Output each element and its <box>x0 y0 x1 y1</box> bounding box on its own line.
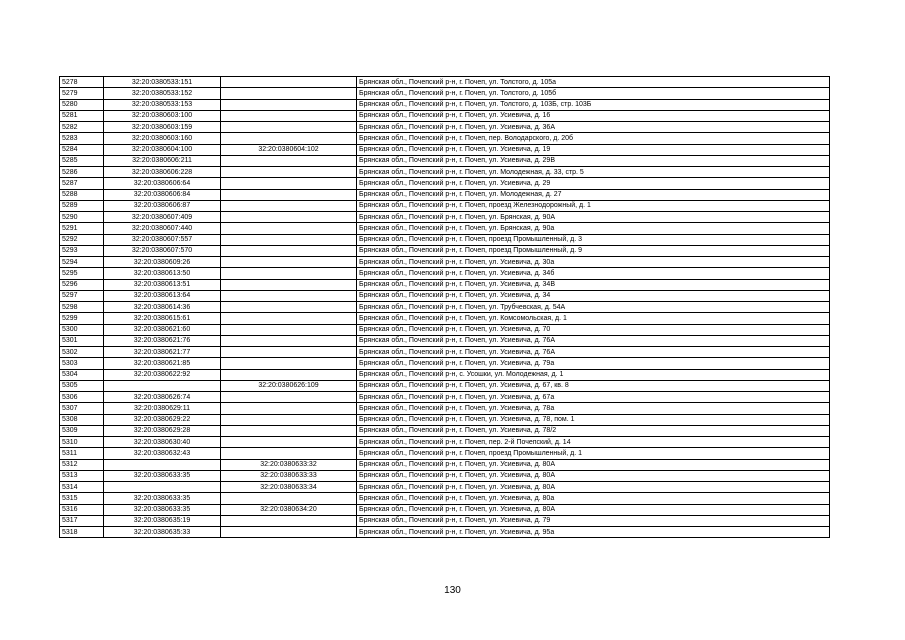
table-row <box>60 369 830 380</box>
related-cadastral-number-cell: 32:20:0380633:34 <box>221 482 357 493</box>
table-row <box>60 493 830 504</box>
related-cadastral-number-cell <box>221 403 357 414</box>
row-number-cell: 5300 <box>60 324 104 335</box>
row-number-cell: 5281 <box>60 110 104 121</box>
related-cadastral-number-cell <box>221 223 357 234</box>
row-number-cell: 5285 <box>60 155 104 166</box>
cadastral-number-cell: 32:20:0380621:85 <box>104 358 221 369</box>
cadastral-number-cell: 32:20:0380622:92 <box>104 369 221 380</box>
page-number: 130 <box>444 585 461 596</box>
related-cadastral-number-cell <box>221 515 357 526</box>
table-row <box>60 437 830 448</box>
row-number-cell: 5298 <box>60 302 104 313</box>
cadastral-number-cell: 32:20:0380533:153 <box>104 99 221 110</box>
cadastral-number-cell: 32:20:0380614:36 <box>104 302 221 313</box>
address-cell: Брянская обл., Почепский р-н, с. Усошки, ул. Молодежная, д. 1 <box>357 369 830 380</box>
address-cell: Брянская обл., Почепский р-н, г. Почеп, проезд Промышленный, д. 9 <box>357 245 830 256</box>
related-cadastral-number-cell <box>221 313 357 324</box>
related-cadastral-number-cell <box>221 437 357 448</box>
row-number-cell: 5278 <box>60 77 104 88</box>
cadastral-number-cell <box>104 459 221 470</box>
address-cell: Брянская обл., Почепский р-н, г. Почеп, ул. Усиевича, д. 78а <box>357 403 830 414</box>
cadastral-number-cell: 32:20:0380604:100 <box>104 144 221 155</box>
related-cadastral-number-cell <box>221 392 357 403</box>
cadastral-number-cell: 32:20:0380607:570 <box>104 245 221 256</box>
table-row <box>60 245 830 256</box>
cadastral-number-cell: 32:20:0380613:64 <box>104 290 221 301</box>
address-cell: Брянская обл., Почепский р-н, г. Почеп, ул. Усиевича, д. 67, кв. 8 <box>357 380 830 391</box>
table-row <box>60 189 830 200</box>
row-number-cell: 5312 <box>60 459 104 470</box>
related-cadastral-number-cell: 32:20:0380604:102 <box>221 144 357 155</box>
row-number-cell: 5315 <box>60 493 104 504</box>
cadastral-number-cell: 32:20:0380606:84 <box>104 189 221 200</box>
cadastral-number-cell: 32:20:0380635:33 <box>104 527 221 538</box>
cadastral-number-cell: 32:20:0380629:28 <box>104 425 221 436</box>
related-cadastral-number-cell <box>221 448 357 459</box>
cadastral-number-cell: 32:20:0380533:152 <box>104 88 221 99</box>
table-body <box>60 77 830 538</box>
row-number-cell: 5317 <box>60 515 104 526</box>
cadastral-number-cell: 32:20:0380630:40 <box>104 437 221 448</box>
table-row <box>60 425 830 436</box>
table-row <box>60 403 830 414</box>
row-number-cell: 5310 <box>60 437 104 448</box>
table-row <box>60 302 830 313</box>
table-row <box>60 167 830 178</box>
address-cell: Брянская обл., Почепский р-н, г. Почеп, ул. Усиевича, д. 34В <box>357 279 830 290</box>
table-row <box>60 178 830 189</box>
related-cadastral-number-cell <box>221 245 357 256</box>
table-row <box>60 470 830 481</box>
row-number-cell: 5280 <box>60 99 104 110</box>
table-row <box>60 268 830 279</box>
related-cadastral-number-cell <box>221 493 357 504</box>
table-row <box>60 110 830 121</box>
related-cadastral-number-cell: 32:20:0380633:32 <box>221 459 357 470</box>
address-cell: Брянская обл., Почепский р-н, г. Почеп, ул. Усиевича, д. 80А <box>357 504 830 515</box>
address-cell: Брянская обл., Почепский р-н, г. Почеп, ул. Трубчевская, д. 54А <box>357 302 830 313</box>
cadastral-number-cell: 32:20:0380615:61 <box>104 313 221 324</box>
table-row <box>60 459 830 470</box>
row-number-cell: 5292 <box>60 234 104 245</box>
cadastral-number-cell: 32:20:0380621:76 <box>104 335 221 346</box>
table-row <box>60 200 830 211</box>
address-cell: Брянская обл., Почепский р-н, г. Почеп, ул. Усиевича, д. 34 <box>357 290 830 301</box>
table-row <box>60 279 830 290</box>
related-cadastral-number-cell <box>221 347 357 358</box>
address-cell: Брянская обл., Почепский р-н, г. Почеп, ул. Молодежная, д. 33, стр. 5 <box>357 167 830 178</box>
row-number-cell: 5301 <box>60 335 104 346</box>
address-cell: Брянская обл., Почепский р-н, г. Почеп, ул. Усиевича, д. 80А <box>357 470 830 481</box>
row-number-cell: 5305 <box>60 380 104 391</box>
row-number-cell: 5302 <box>60 347 104 358</box>
related-cadastral-number-cell <box>221 167 357 178</box>
address-cell: Брянская обл., Почепский р-н, г. Почеп, ул. Усиевича, д. 29В <box>357 155 830 166</box>
table-row <box>60 313 830 324</box>
address-cell: Брянская обл., Почепский р-н, г. Почеп, ул. Усиевича, д. 70 <box>357 324 830 335</box>
table-row <box>60 347 830 358</box>
cadastral-number-cell: 32:20:0380635:19 <box>104 515 221 526</box>
related-cadastral-number-cell <box>221 302 357 313</box>
row-number-cell: 5309 <box>60 425 104 436</box>
address-cell: Брянская обл., Почепский р-н, г. Почеп, пер. Володарского, д. 20б <box>357 133 830 144</box>
address-cell: Брянская обл., Почепский р-н, г. Почеп, ул. Усиевича, д. 80А <box>357 482 830 493</box>
related-cadastral-number-cell <box>221 414 357 425</box>
address-cell: Брянская обл., Почепский р-н, г. Почеп, ул. Усиевича, д. 67а <box>357 392 830 403</box>
related-cadastral-number-cell <box>221 200 357 211</box>
row-number-cell: 5308 <box>60 414 104 425</box>
table-row <box>60 77 830 88</box>
related-cadastral-number-cell <box>221 324 357 335</box>
address-cell: Брянская обл., Почепский р-н, г. Почеп, ул. Усиевича, д. 76А <box>357 347 830 358</box>
related-cadastral-number-cell <box>221 335 357 346</box>
table-row <box>60 504 830 515</box>
row-number-cell: 5313 <box>60 470 104 481</box>
cadastral-number-cell: 32:20:0380609:26 <box>104 257 221 268</box>
cadastral-number-cell: 32:20:0380533:151 <box>104 77 221 88</box>
address-cell: Брянская обл., Почепский р-н, г. Почеп, пер. 2-й Почепский, д. 14 <box>357 437 830 448</box>
row-number-cell: 5311 <box>60 448 104 459</box>
related-cadastral-number-cell <box>221 155 357 166</box>
cadastral-number-cell: 32:20:0380606:228 <box>104 167 221 178</box>
row-number-cell: 5287 <box>60 178 104 189</box>
row-number-cell: 5289 <box>60 200 104 211</box>
row-number-cell: 5284 <box>60 144 104 155</box>
address-cell: Брянская обл., Почепский р-н, г. Почеп, ул. Усиевича, д. 36А <box>357 122 830 133</box>
cadastral-number-cell: 32:20:0380613:50 <box>104 268 221 279</box>
address-cell: Брянская обл., Почепский р-н, г. Почеп, ул. Усиевича, д. 79а <box>357 358 830 369</box>
related-cadastral-number-cell <box>221 527 357 538</box>
table-row <box>60 358 830 369</box>
address-cell: Брянская обл., Почепский р-н, г. Почеп, ул. Брянская, д. 90а <box>357 223 830 234</box>
related-cadastral-number-cell <box>221 77 357 88</box>
table-row <box>60 234 830 245</box>
address-cell: Брянская обл., Почепский р-н, г. Почеп, ул. Молодежная, д. 27 <box>357 189 830 200</box>
address-cell: Брянская обл., Почепский р-н, г. Почеп, ул. Брянская, д. 90А <box>357 212 830 223</box>
address-cell: Брянская обл., Почепский р-н, г. Почеп, ул. Усиевича, д. 76А <box>357 335 830 346</box>
row-number-cell: 5291 <box>60 223 104 234</box>
related-cadastral-number-cell <box>221 358 357 369</box>
address-cell: Брянская обл., Почепский р-н, г. Почеп, ул. Усиевича, д. 16 <box>357 110 830 121</box>
related-cadastral-number-cell: 32:20:0380626:109 <box>221 380 357 391</box>
row-number-cell: 5316 <box>60 504 104 515</box>
address-cell: Брянская обл., Почепский р-н, г. Почеп, ул. Усиевича, д. 95а <box>357 527 830 538</box>
cadastral-number-cell <box>104 482 221 493</box>
table-row <box>60 155 830 166</box>
row-number-cell: 5283 <box>60 133 104 144</box>
row-number-cell: 5296 <box>60 279 104 290</box>
row-number-cell: 5286 <box>60 167 104 178</box>
cadastral-number-cell <box>104 380 221 391</box>
related-cadastral-number-cell <box>221 234 357 245</box>
cadastral-number-cell: 32:20:0380607:409 <box>104 212 221 223</box>
table-row <box>60 290 830 301</box>
related-cadastral-number-cell <box>221 99 357 110</box>
address-cell: Брянская обл., Почепский р-н, г. Почеп, ул. Усиевича, д. 78/2 <box>357 425 830 436</box>
cadastral-number-cell: 32:20:0380621:60 <box>104 324 221 335</box>
address-cell: Брянская обл., Почепский р-н, г. Почеп, ул. Усиевича, д. 78, пом. 1 <box>357 414 830 425</box>
table-row <box>60 324 830 335</box>
address-cell: Брянская обл., Почепский р-н, г. Почеп, ул. Комсомольская, д. 1 <box>357 313 830 324</box>
related-cadastral-number-cell <box>221 257 357 268</box>
cadastral-number-cell: 32:20:0380633:35 <box>104 493 221 504</box>
address-cell: Брянская обл., Почепский р-н, г. Почеп, ул. Усиевича, д. 80а <box>357 493 830 504</box>
cadastral-number-cell: 32:20:0380633:35 <box>104 470 221 481</box>
cadastral-number-cell: 32:20:0380613:51 <box>104 279 221 290</box>
table-row <box>60 515 830 526</box>
cadastral-number-cell: 32:20:0380632:43 <box>104 448 221 459</box>
row-number-cell: 5303 <box>60 358 104 369</box>
row-number-cell: 5279 <box>60 88 104 99</box>
table-row <box>60 448 830 459</box>
row-number-cell: 5288 <box>60 189 104 200</box>
related-cadastral-number-cell <box>221 290 357 301</box>
related-cadastral-number-cell <box>221 133 357 144</box>
row-number-cell: 5314 <box>60 482 104 493</box>
table-row <box>60 380 830 391</box>
cadastral-number-cell: 32:20:0380607:440 <box>104 223 221 234</box>
related-cadastral-number-cell: 32:20:0380634:20 <box>221 504 357 515</box>
related-cadastral-number-cell <box>221 268 357 279</box>
address-cell: Брянская обл., Почепский р-н, г. Почеп, ул. Усиевича, д. 30а <box>357 257 830 268</box>
row-number-cell: 5304 <box>60 369 104 380</box>
address-cell: Брянская обл., Почепский р-н, г. Почеп, ул. Усиевича, д. 79 <box>357 515 830 526</box>
related-cadastral-number-cell <box>221 88 357 99</box>
address-cell: Брянская обл., Почепский р-н, г. Почеп, проезд Промышленный, д. 1 <box>357 448 830 459</box>
cadastral-number-cell: 32:20:0380607:557 <box>104 234 221 245</box>
related-cadastral-number-cell <box>221 212 357 223</box>
address-cell: Брянская обл., Почепский р-н, г. Почеп, ул. Усиевича, д. 34б <box>357 268 830 279</box>
row-number-cell: 5297 <box>60 290 104 301</box>
table-row <box>60 133 830 144</box>
related-cadastral-number-cell <box>221 189 357 200</box>
address-cell: Брянская обл., Почепский р-н, г. Почеп, ул. Усиевича, д. 29 <box>357 178 830 189</box>
cadastral-number-cell: 32:20:0380606:87 <box>104 200 221 211</box>
cadastral-number-cell: 32:20:0380603:100 <box>104 110 221 121</box>
related-cadastral-number-cell <box>221 110 357 121</box>
cadastral-number-cell: 32:20:0380603:160 <box>104 133 221 144</box>
cadastral-number-cell: 32:20:0380626:74 <box>104 392 221 403</box>
related-cadastral-number-cell <box>221 425 357 436</box>
row-number-cell: 5290 <box>60 212 104 223</box>
address-cell: Брянская обл., Почепский р-н, г. Почеп, ул. Толстого, д. 105б <box>357 88 830 99</box>
cadastral-number-cell: 32:20:0380629:22 <box>104 414 221 425</box>
related-cadastral-number-cell: 32:20:0380633:33 <box>221 470 357 481</box>
address-cell: Брянская обл., Почепский р-н, г. Почеп, ул. Усиевича, д. 80А <box>357 459 830 470</box>
related-cadastral-number-cell <box>221 279 357 290</box>
address-cell: Брянская обл., Почепский р-н, г. Почеп, проезд Промышленный, д. 3 <box>357 234 830 245</box>
row-number-cell: 5294 <box>60 257 104 268</box>
related-cadastral-number-cell <box>221 122 357 133</box>
table-row <box>60 144 830 155</box>
cadastral-number-cell: 32:20:0380621:77 <box>104 347 221 358</box>
cadastral-number-cell: 32:20:0380633:35 <box>104 504 221 515</box>
address-cell: Брянская обл., Почепский р-н, г. Почеп, проезд Железнодорожный, д. 1 <box>357 200 830 211</box>
row-number-cell: 5318 <box>60 527 104 538</box>
row-number-cell: 5307 <box>60 403 104 414</box>
table-row <box>60 212 830 223</box>
table-row <box>60 335 830 346</box>
table-row <box>60 99 830 110</box>
row-number-cell: 5282 <box>60 122 104 133</box>
row-number-cell: 5299 <box>60 313 104 324</box>
address-cell: Брянская обл., Почепский р-н, г. Почеп, ул. Усиевича, д. 19 <box>357 144 830 155</box>
row-number-cell: 5295 <box>60 268 104 279</box>
cadastral-table <box>59 76 830 538</box>
cadastral-number-cell: 32:20:0380606:211 <box>104 155 221 166</box>
table-row <box>60 414 830 425</box>
row-number-cell: 5306 <box>60 392 104 403</box>
table-row <box>60 257 830 268</box>
related-cadastral-number-cell <box>221 178 357 189</box>
table-row <box>60 392 830 403</box>
related-cadastral-number-cell <box>221 369 357 380</box>
table-row <box>60 527 830 538</box>
table-row <box>60 223 830 234</box>
table-row <box>60 482 830 493</box>
row-number-cell: 5293 <box>60 245 104 256</box>
address-cell: Брянская обл., Почепский р-н, г. Почеп, ул. Толстого, д. 105а <box>357 77 830 88</box>
table-row <box>60 88 830 99</box>
address-cell: Брянская обл., Почепский р-н, г. Почеп, ул. Толстого, д. 103Б, стр. 103Б <box>357 99 830 110</box>
cadastral-number-cell: 32:20:0380606:64 <box>104 178 221 189</box>
cadastral-number-cell: 32:20:0380629:11 <box>104 403 221 414</box>
cadastral-number-cell: 32:20:0380603:159 <box>104 122 221 133</box>
table-row <box>60 122 830 133</box>
